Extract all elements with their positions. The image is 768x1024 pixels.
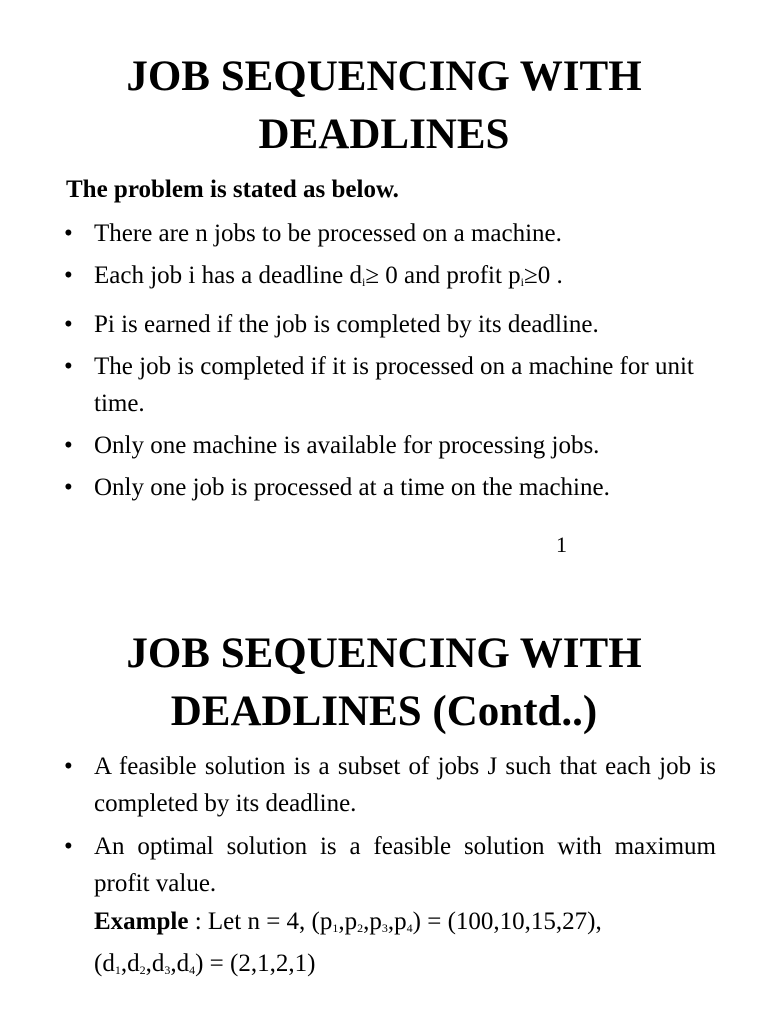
subscript: i [520,275,525,289]
text-part: ,p [387,908,407,935]
example-label: Example [94,908,189,935]
title-line-2: DEADLINES (Contd..) [170,688,598,735]
subscript: 3 [164,963,171,977]
text-part: ) = (2,1,2,1) [195,950,316,977]
subscript: 1 [332,921,339,935]
bullet-text: There are n jobs to be processed on a machine. [94,220,562,247]
subscript: 2 [357,921,364,935]
problem-bullet-list [62,215,716,511]
slide-1-title [0,48,768,164]
text-part: ,p [338,908,358,935]
slide-2-title [0,625,768,741]
text-part: (d [94,950,115,977]
text-part: ,d [170,950,190,977]
bullet-icon: • [64,262,73,289]
text-part: ≥ 0 and profit p [365,262,521,289]
subscript: 1 [114,963,121,977]
bullet-text: Only one job is processed at a time on the machine. [94,474,610,501]
text-part: : Let n = 4, (p [188,908,333,935]
title-line-1: JOB SEQUENCING WITH [126,53,642,100]
list-item [62,348,716,422]
slide-2 [0,580,768,1024]
bullet-text: The job is completed if it is processed on a machine for unit time. [94,353,694,417]
text-part: ,d [145,950,165,977]
list-item [62,828,716,902]
bullet-icon: • [64,353,73,380]
list-item [62,748,716,822]
list-item [62,257,716,301]
bullet-icon: • [64,833,73,860]
subscript: 2 [139,963,146,977]
page-number: 1 [556,532,567,557]
bullet-icon: • [64,432,73,459]
example-text [94,904,718,988]
bullet-text: Pi is earned if the job is completed by its deadline. [94,311,599,338]
title-line-1: JOB SEQUENCING WITH [126,630,642,677]
list-item [62,306,716,343]
bullet-icon: • [64,220,73,247]
list-item [62,215,716,252]
definitions-bullet-list [62,748,716,908]
text-part: ,d [120,950,140,977]
problem-intro: The problem is stated as below. [66,176,399,203]
bullet-icon: • [64,311,73,338]
subscript: 3 [381,921,388,935]
list-item [62,469,716,506]
list-item [62,427,716,464]
bullet-icon: • [64,474,73,501]
text-part: ,p [363,908,382,935]
bullet-text: Only one machine is available for processing jobs. [94,432,600,459]
text-part: ) = (100,10,15,27), [412,908,602,935]
title-line-2: DEADLINES [258,111,510,158]
text-part: ≥0 . [524,262,563,289]
subscript: 4 [189,963,196,977]
bullet-text: An optimal solution is a feasible solution with maximum profit value. [94,833,716,897]
bullet-text: A feasible solution is a subset of jobs J such that each job is completed by its deadline. [94,753,716,817]
bullet-text [94,262,563,289]
bullet-icon: • [64,753,73,780]
subscript: 4 [406,921,413,935]
subscript: i [361,275,366,289]
text-part: Each job i has a deadline d [94,262,362,289]
